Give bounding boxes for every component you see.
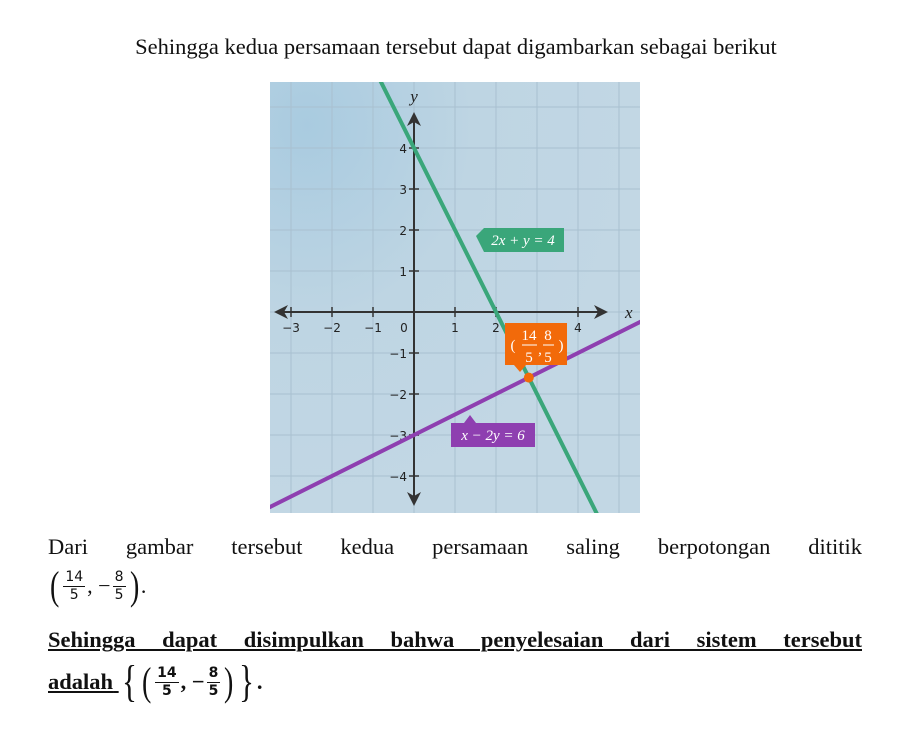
y-tick-label: 4 (399, 142, 407, 156)
y-tick-label: −3 (389, 429, 407, 443)
paren-left: ( (510, 338, 516, 354)
x-tick-label: 1 (451, 321, 459, 335)
x-tick-label: −3 (282, 321, 300, 335)
paragraph-intersection: Dari gambar tersebut kedua persamaan saling berpotongan dititik (48, 534, 862, 559)
paren-right: ) (558, 338, 564, 354)
y-tick-label: 3 (399, 183, 407, 197)
y-axis-label: y (410, 87, 418, 106)
fraction-x: $\frac{14}{5}$ (157, 664, 177, 699)
label-num-2: 8 (544, 328, 552, 344)
y-tick-label: −4 (389, 470, 407, 484)
intro-heading: Sehingga kedua persamaan tersebut dapat digambarkan sebagai berikut (135, 34, 777, 59)
x-tick-label: 0 (400, 321, 408, 335)
fraction-y: $\frac{8}{5}$ (114, 568, 124, 603)
label-den-2: 5 (544, 350, 552, 366)
label-den-1: 5 (525, 350, 533, 366)
x-tick-label: 2 (492, 321, 500, 335)
y-tick-label: 2 (399, 224, 407, 238)
y-tick-label: 1 (399, 265, 407, 279)
fraction-y: $\frac{8}{5}$ (208, 664, 219, 699)
x-tick-label: 4 (574, 321, 582, 335)
label-line-1: 2x + y = 4 (491, 233, 555, 249)
y-tick-label: −2 (389, 388, 407, 402)
line-graph (270, 82, 640, 513)
x-tick-label: −1 (364, 321, 382, 335)
intersection-point-marker (524, 373, 534, 383)
label-num-1: 14 (521, 328, 537, 344)
intersection-point: ( $\frac{14}{5}$ , − $\frac{8}{5}$ ) . (49, 563, 147, 608)
label-line-2: x − 2y = 6 (461, 428, 525, 444)
fraction-x: $\frac{14}{5}$ (65, 568, 84, 603)
solution-set: adalah { ( $\frac{14}{5}$ , − $\frac{8}{5}$ ) } . (48, 657, 263, 706)
y-tick-label: −1 (389, 347, 407, 361)
x-tick-label: −2 (323, 321, 341, 335)
x-axis-label: x (625, 303, 633, 322)
conclusion-text: Sehingga dapat disimpulkan bahwa penyelesaian dari sistem tersebut (48, 627, 862, 652)
comma: , (538, 342, 542, 358)
